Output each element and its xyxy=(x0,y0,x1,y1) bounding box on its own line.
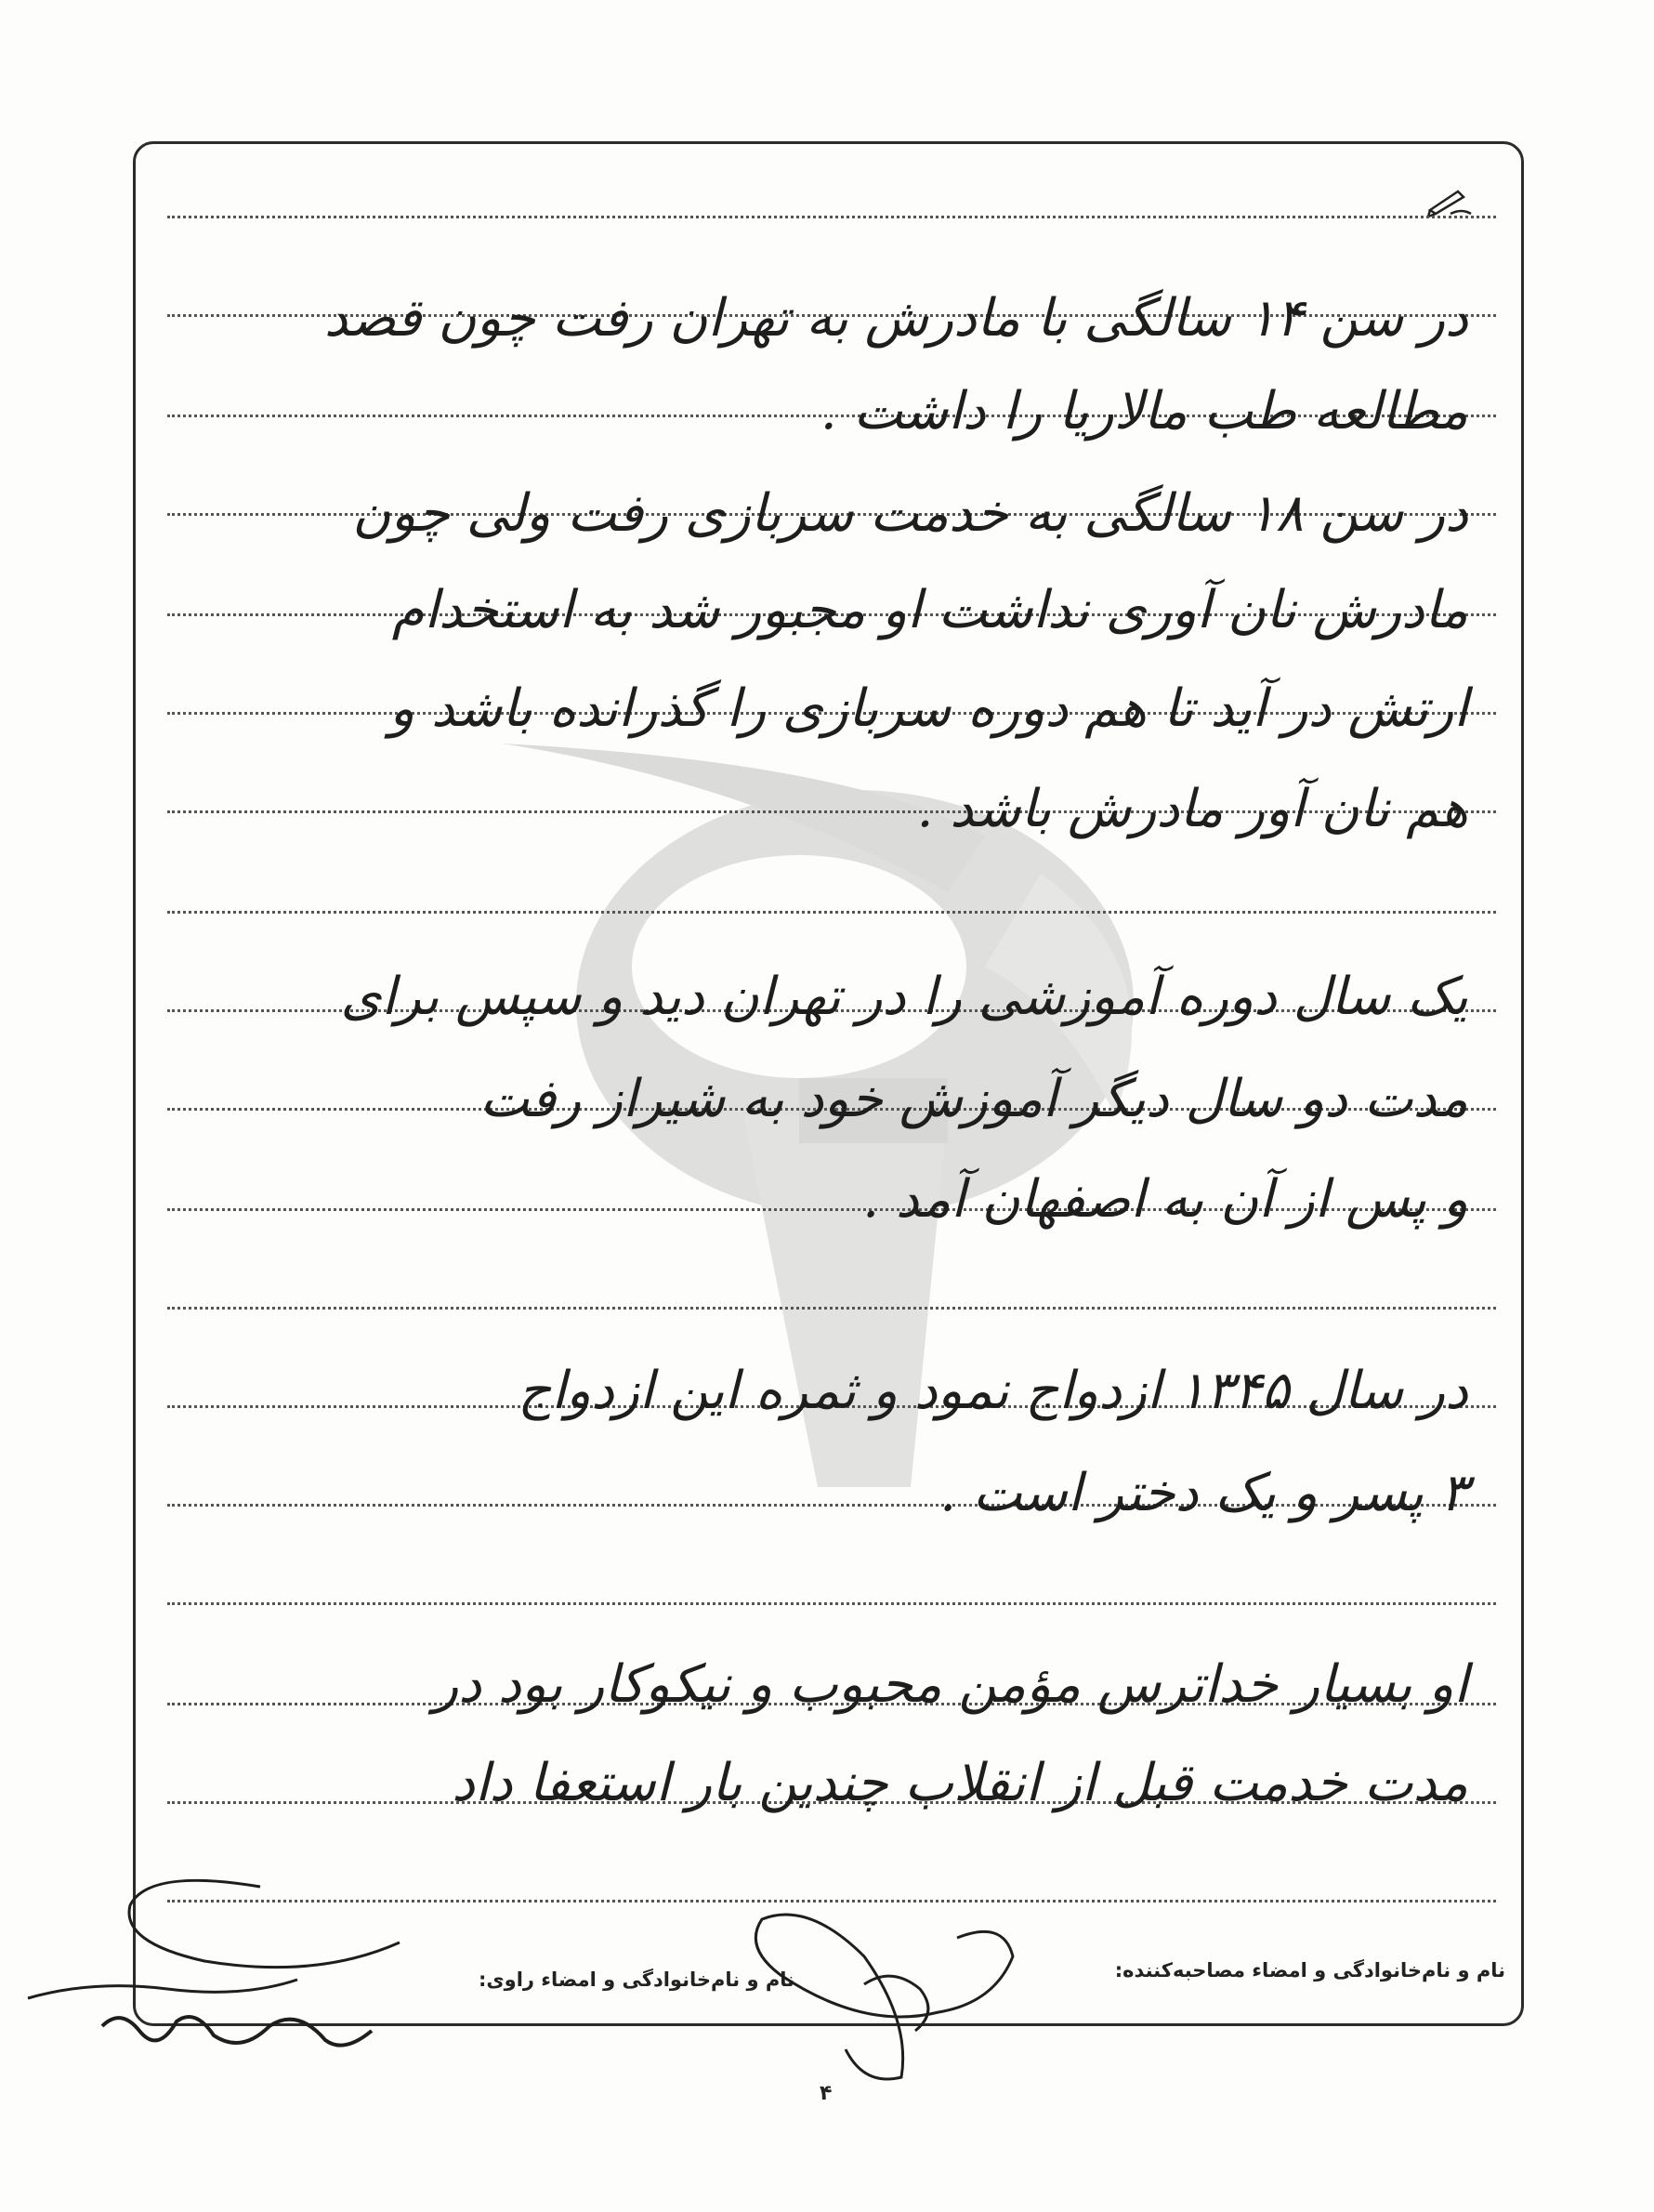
text-line: ۳ پسر و یک دختر است . xyxy=(939,1463,1468,1523)
text-line: مطالعه طب مالاریا را داشت . xyxy=(820,381,1468,441)
ruled-line xyxy=(167,1307,1496,1310)
text-line: ارتش در آید تا هم دوره سربازی را گذرانده باشد و xyxy=(389,678,1468,739)
text-line: در سن ۱۴ سالگی با مادرش به تهران رفت چون قصد xyxy=(323,288,1468,349)
ruled-line xyxy=(167,911,1496,914)
text-line: در سال ۱۳۴۵ ازدواج نمود و ثمره این ازدواج xyxy=(518,1361,1468,1421)
page-number: ۴ xyxy=(820,2082,833,2105)
interviewer-signature-label: نام و نام‌خانوادگی و امضاء مصاحبه‌کننده: xyxy=(1114,1959,1505,1982)
ruled-line xyxy=(167,1602,1496,1605)
narrator-signature xyxy=(19,1868,427,2082)
text-line: در سن ۱۸ سالگی به خدمت سربازی رفت ولی چون xyxy=(352,483,1468,544)
text-line: هم نان آور مادرش باشد . xyxy=(916,779,1468,839)
ruled-line xyxy=(167,216,1496,218)
text-line: مدت دو سال دیگر آموزش خود به شیراز رفت xyxy=(479,1069,1468,1129)
text-line: مدت خدمت قبل از انقلاب چندین بار استعفا داد xyxy=(452,1753,1468,1813)
text-line: مادرش نان آوری نداشت او مجبور شد به استخدام xyxy=(391,580,1468,640)
text-line: یک سال دوره آموزشی را در تهران دید و سپس برای xyxy=(340,967,1468,1027)
narrator-signature-label: نام و نام‌خانوادگی و امضاء راوی: xyxy=(479,1968,794,1991)
emblem-watermark xyxy=(465,725,1440,1561)
interviewer-signature xyxy=(725,1901,1059,2096)
text-line: او بسیار خداترس مؤمن محبوب و نیکوکار بود در xyxy=(433,1654,1468,1715)
pen-writing-icon xyxy=(1426,186,1473,217)
text-line: و پس از آن به اصفهان آمد . xyxy=(862,1169,1468,1230)
